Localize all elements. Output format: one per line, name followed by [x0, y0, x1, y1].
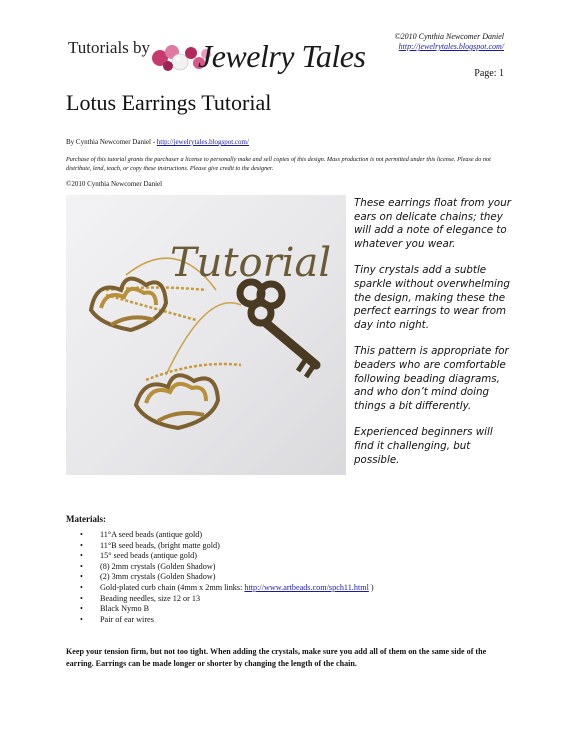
list-item [80, 530, 374, 541]
material-item-text: Black Nymo B [100, 604, 150, 614]
page-number: Page: 1 [474, 68, 504, 79]
header-blog-link[interactable]: http://jewelrytales.blogspot.com/ [398, 42, 504, 51]
materials-list [80, 530, 374, 625]
logo-lead-text: Tutorials by [68, 38, 151, 57]
material-item-text: Gold-plated curb chain (4mm x 2mm links: [100, 582, 245, 592]
intro-text [354, 197, 514, 480]
bullet: • [80, 561, 83, 571]
intro-paragraph-1: These earrings float from your ears on delicate chains; they will add a note of elegance to whatever you wear. [354, 197, 511, 250]
bullet: • [80, 530, 83, 539]
logo-brand-text: Jewelry Tales [198, 38, 366, 74]
copyright-line: ©2010 Cynthia Newcomer Daniel [66, 180, 163, 188]
byline-link[interactable]: http://jewelrytales.blogspot.com/ [156, 138, 249, 146]
document-title: Lotus Earrings Tutorial [66, 90, 272, 115]
header-copyright-text: ©2010 Cynthia Newcomer Daniel [394, 32, 504, 41]
list-item [80, 604, 374, 615]
bullet: • [80, 572, 83, 582]
materials-heading: Materials: [66, 514, 106, 524]
bullet: • [80, 604, 83, 614]
list-item [80, 583, 374, 594]
bullet: • [80, 551, 83, 561]
material-item-text: (2) 3mm crystals (Golden Shadow) [100, 572, 216, 582]
list-item [80, 615, 374, 626]
license-notice: Purchase of this tutorial grants the purchaser a license to personally make and sell copies of this design. Mass production is not permitted under this license. Please do not distribute, lend, teach, or copy these instructions. Please give credit to the designer. [66, 156, 491, 172]
material-item-text: 11°B seed beads, (bright matte gold) [100, 540, 220, 550]
intro-paragraph-4: Experienced beginners will find it challenging, but possible. [354, 426, 493, 466]
material-item-text: Pair of ear wires [100, 614, 154, 624]
earrings-illustration [66, 195, 346, 475]
bullet: • [80, 614, 83, 624]
photo-overlay-text: Tutorial [170, 240, 332, 286]
bullet: • [80, 540, 83, 550]
earrings-photo [66, 195, 346, 475]
material-item-text: 15° seed beads (antique gold) [100, 551, 197, 561]
list-item [80, 572, 374, 583]
list-item [80, 551, 374, 562]
bullet: • [80, 582, 83, 592]
tension-note: Keep your tension firm, but not too tight. When adding the crystals, make sure you add all of them on the same side of the earring. Earrings can be made longer or shorter by changing the length of the chain. [66, 647, 487, 668]
chain-suffix: ) [368, 582, 374, 592]
list-item [80, 562, 374, 573]
intro-paragraph-3: This pattern is appropriate for beaders who are comfortable following beading diagrams, and who don’t mind doing things a bit differently. [354, 345, 509, 412]
byline [66, 138, 249, 146]
list-item [80, 541, 374, 552]
list-item [80, 594, 374, 605]
intro-paragraph-2: Tiny crystals add a subtle sparkle without overwhelming the design, making these the perfect earrings to wear from day into night. [354, 264, 510, 331]
header-copyright [304, 32, 504, 52]
byline-prefix: By Cynthia Newcomer Daniel - [66, 138, 157, 146]
material-item-text: Beading needles, size 12 or 13 [100, 593, 201, 603]
chain-link[interactable]: http://www.artbeads.com/spch11.html [244, 582, 369, 592]
bullet: • [80, 593, 83, 603]
material-item-text: (8) 2mm crystals (Golden Shadow) [100, 561, 216, 571]
material-item-text: 11°A seed beads (antique gold) [100, 530, 203, 539]
